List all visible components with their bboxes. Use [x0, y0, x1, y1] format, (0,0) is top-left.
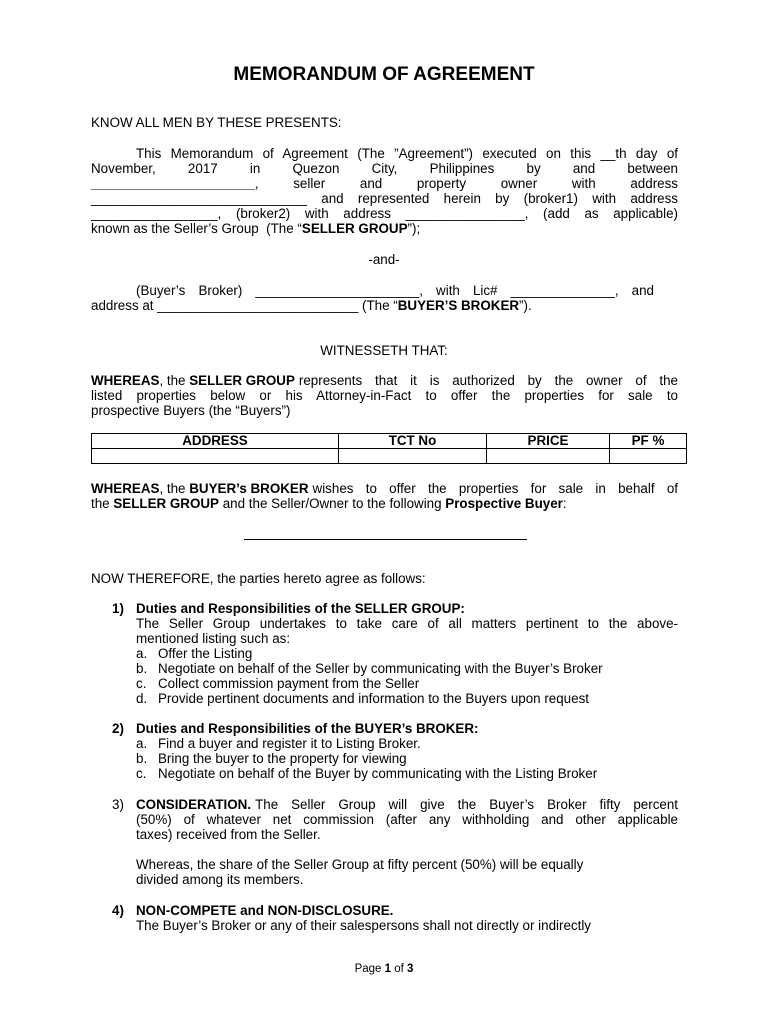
section-1-heading: Duties and Responsibilities of the SELLER GROUP: [136, 601, 465, 616]
list-item-letter: b. [136, 661, 148, 676]
prospective-buyer-ref: Prospective Buyer [445, 496, 563, 511]
list-item-letter: c. [136, 676, 147, 691]
and-separator: -and- [368, 252, 400, 267]
now-therefore: NOW THEREFORE, the parties hereto agree as follows: [91, 571, 426, 586]
whereas-keyword: WHEREAS [91, 373, 160, 388]
section-2-heading: Duties and Responsibilities of the BUYER’s BROKER: [136, 721, 479, 736]
whereas-1-connector: , the [159, 373, 190, 388]
table-cell-tct-no[interactable] [339, 449, 487, 464]
section-3-line-1-rest: The Seller Group will give the Buyer’s Broker fifty percent [255, 797, 678, 812]
whereas-1-line-1 [91, 373, 678, 388]
whereas-2-rest: wishes to offer the properties for sale in behalf of [312, 481, 678, 496]
table-row [92, 449, 687, 464]
table-cell-price[interactable] [487, 449, 610, 464]
whereas-2-line-2 [91, 496, 567, 511]
section-3-number: 3) [112, 797, 124, 812]
list-item-letter: a. [136, 736, 148, 751]
table-cell-pf[interactable] [610, 449, 687, 464]
section-2-number: 2) [112, 721, 124, 736]
whereas-2-end: : [562, 496, 567, 511]
footer-page-word: Page [354, 963, 382, 975]
list-item [136, 646, 252, 661]
list-item-text: Find a buyer and register it to Listing Broker. [158, 736, 421, 751]
list-item-letter: d. [136, 691, 148, 706]
list-item-text: Provide pertinent documents and information to the Buyers upon request [158, 691, 589, 706]
section-1-line-1: The Seller Group undertakes to take care of all matters pertinent to the above- [136, 616, 678, 631]
section-3-para-2-line-2: divided among its members. [136, 872, 304, 887]
prospective-buyer-blank-line[interactable] [244, 539, 527, 540]
list-item-letter: b. [136, 751, 148, 766]
intro-line-1: This Memorandum of Agreement (The ”Agreement”) executed on this __th day of [136, 146, 678, 161]
seller-group-ref-2: SELLER GROUP [113, 496, 219, 511]
know-all-men: KNOW ALL MEN BY THESE PRESENTS: [91, 115, 342, 130]
table-cell-address[interactable] [92, 449, 339, 464]
sellers-group-post: ”); [407, 221, 421, 236]
buyer-broker-line-2 [91, 298, 532, 313]
list-item-text: Bring the buyer to the property for viewing [158, 751, 407, 766]
section-3-line-1 [136, 797, 678, 812]
section-3-line-2: (50%) of whatever net commission (after any withholding and other applicable [136, 812, 678, 827]
section-4-line-1: The Buyer’s Broker or any of their salespersons shall not directly or indirectly [136, 918, 591, 933]
whereas-1-line-2: listed properties below or his Attorney-in-Fact to offer the properties for sale to [91, 388, 678, 403]
list-item [136, 736, 421, 751]
footer-total-pages: 3 [407, 963, 414, 975]
table-header-row [92, 434, 687, 449]
column-header-address: ADDRESS [92, 434, 339, 449]
column-header-pf: PF % [610, 434, 687, 449]
whereas-2-mid: and the Seller/Owner to the following [219, 496, 446, 511]
intro-line-5: _________________, (broker2) with address ________________, (add as applicable) [91, 206, 678, 221]
buyer-broker-bold: BUYER’S BROKER [397, 298, 520, 313]
whereas-2-connector: , the [159, 481, 190, 496]
whereas-2-the: the [91, 496, 114, 511]
footer-current-page: 1 [384, 963, 392, 975]
page-footer [0, 962, 768, 976]
whereas-2-line-1 [91, 481, 678, 496]
list-item-text: Negotiate on behalf of the Buyer by communicating with the Listing Broker [158, 766, 598, 781]
intro-blank-bold: ______________________ [91, 176, 255, 191]
sellers-group-bold: SELLER GROUP [301, 221, 408, 236]
seller-group-ref: SELLER GROUP [189, 373, 295, 388]
column-header-tct-no: TCT No [339, 434, 487, 449]
list-item-text: Offer the Listing [158, 646, 253, 661]
list-item-letter: c. [136, 766, 147, 781]
witnesseth: WITNESSETH THAT: [320, 343, 448, 358]
list-item-letter: a. [136, 646, 148, 661]
buyers-broker-ref: BUYER’s BROKER [189, 481, 309, 496]
buyer-broker-line-2-post: ”). [519, 298, 532, 313]
section-3-line-3: taxes) received from the Seller. [136, 827, 321, 842]
list-item [136, 676, 419, 691]
list-item [136, 691, 589, 706]
section-1-number: 1) [112, 601, 124, 616]
intro-line-4: _____________________________ and represented herein by (broker1) with address [91, 191, 678, 206]
section-4-number: 4) [112, 903, 124, 918]
section-4-heading: NON-COMPETE and NON-DISCLOSURE. [136, 903, 394, 918]
consideration-heading: CONSIDERATION. [136, 797, 252, 812]
list-item-text: Collect commission payment from the Seller [158, 676, 420, 691]
intro-line-2: November, 2017 in Quezon City, Philippines by and between [91, 161, 678, 176]
column-header-price: PRICE [487, 434, 610, 449]
buyer-broker-line-2-pre: address at ___________________________ (The “ [91, 298, 398, 313]
intro-line-3 [91, 176, 678, 191]
section-1-line-2: mentioned listing such as: [136, 631, 291, 646]
whereas-1-line-3: prospective Buyers (the “Buyers”) [91, 403, 291, 418]
list-item [136, 766, 597, 781]
buyer-broker-line-1: (Buyer’s Broker) ______________________, with Lic# ______________, and [136, 283, 654, 298]
intro-line-3-text: , seller and property owner with address [254, 176, 678, 191]
intro-line-6 [91, 221, 420, 236]
document-title: MEMORANDUM OF AGREEMENT [233, 64, 535, 85]
section-3-para-2-line-1: Whereas, the share of the Seller Group at fifty percent (50%) will be equally [136, 857, 584, 872]
whereas-1-rest: represents that it is authorized by the owner of the [298, 373, 678, 388]
properties-table [91, 433, 687, 464]
sellers-group-pre: known as the Seller’s Group (The “ [91, 221, 302, 236]
list-item [136, 661, 603, 676]
whereas-2-keyword: WHEREAS [91, 481, 160, 496]
list-item-text: Negotiate on behalf of the Seller by communicating with the Buyer’s Broker [158, 661, 603, 676]
list-item [136, 751, 407, 766]
footer-of-word: of [394, 963, 404, 975]
